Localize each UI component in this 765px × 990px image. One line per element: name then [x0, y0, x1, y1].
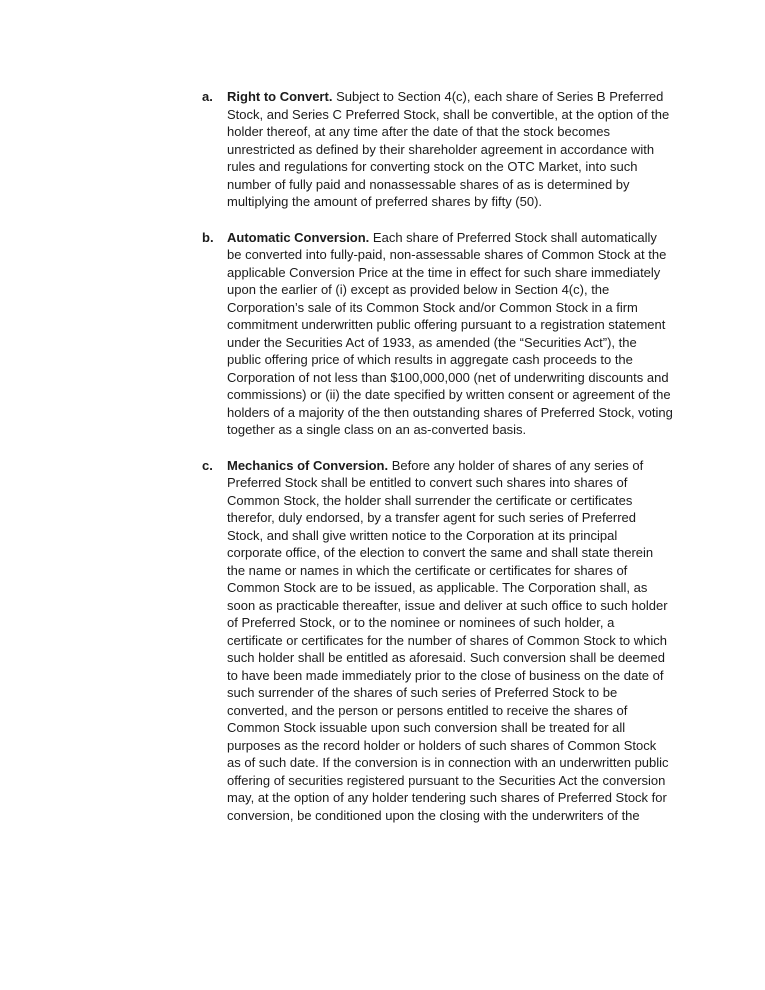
clause-c	[202, 457, 675, 825]
clause-a	[202, 88, 675, 211]
clause-b-label: b.	[202, 229, 214, 245]
clause-a-text	[227, 88, 673, 211]
clause-c-label: c.	[202, 457, 213, 473]
clause-b-heading: Automatic Conversion.	[227, 229, 370, 245]
clause-c-text	[227, 457, 673, 825]
clause-b-body: Each share of Preferred Stock shall automatically be converted into fully-paid, non-assessable shares of Common Stock at the applicable Conversion Price at the time in effect for such share immediately upon the earlier of (i) except as provided below in Section 4(c), the Corporation’s sale of its Common Stock and/or Common Stock in a firm commitment underwritten public offering pursuant to a registration statement under the Securities Act of 1933, as amended (the “Securities Act”), the public offering price of which results in aggregate cash proceeds to the Corporation of not less than $100,000,000 (net of underwriting discounts and commissions) or (ii) the date specified by written consent or agreement of the holders of a majority of the then outstanding shares of Preferred Stock, voting together as a single class on an as-converted basis.	[227, 229, 673, 437]
clause-a-label: a.	[202, 89, 213, 104]
clause-b	[202, 229, 675, 439]
clause-c-heading: Mechanics of Conversion.	[227, 457, 389, 473]
clause-c-body: Before any holder of shares of any series of Preferred Stock shall be entitled to convert such shares into shares of Common Stock, the holder shall surrender the certificate or certificates therefor, duly endorsed, by a transfer agent for such series of Preferred Stock, and shall give written notice to the Corporation at its principal corporate office, of the election to convert the same and shall state therein the name or names in which the certificate or certificates for shares of Common Stock are to be issued, as applicable. The Corporation shall, as soon as practicable thereafter, issue and deliver at such office to such holder of Preferred Stock, or to the nominee or nominees of such holder, a certificate or certificates for the number of shares of Common Stock to which such holder shall be entitled as aforesaid. Such conversion shall be deemed to have been made immediately prior to the close of business on the date of such surrender of the shares of such series of Preferred Stock to be converted, and the person or persons entitled to receive the shares of Common Stock issuable upon such conversion shall be treated for all purposes as the record holder or holders of such shares of Common Stock as of such date. If the conversion is in connection with an underwritten public offering of securities registered pursuant to the Securities Act the conversion may, at the option of any holder tendering such shares of Preferred Stock for conversion, be conditioned upon the closing with the underwriters of the	[227, 457, 669, 823]
clause-a-body: Subject to Section 4(c), each share of Series B Preferred Stock, and Series C Preferred Stock, shall be convertible, at the option of the holder thereof, at any time after the date of that the stock becomes unrestricted as defined by their shareholder agreement in accordance with rules and regulations for converting stock on the OTC Market, into such number of fully paid and nonassessable shares of as is determined by multiplying the amount of preferred shares by fifty (50).	[227, 89, 670, 209]
clause-a-heading: Right to Convert.	[227, 89, 333, 104]
clause-b-text	[227, 229, 673, 439]
